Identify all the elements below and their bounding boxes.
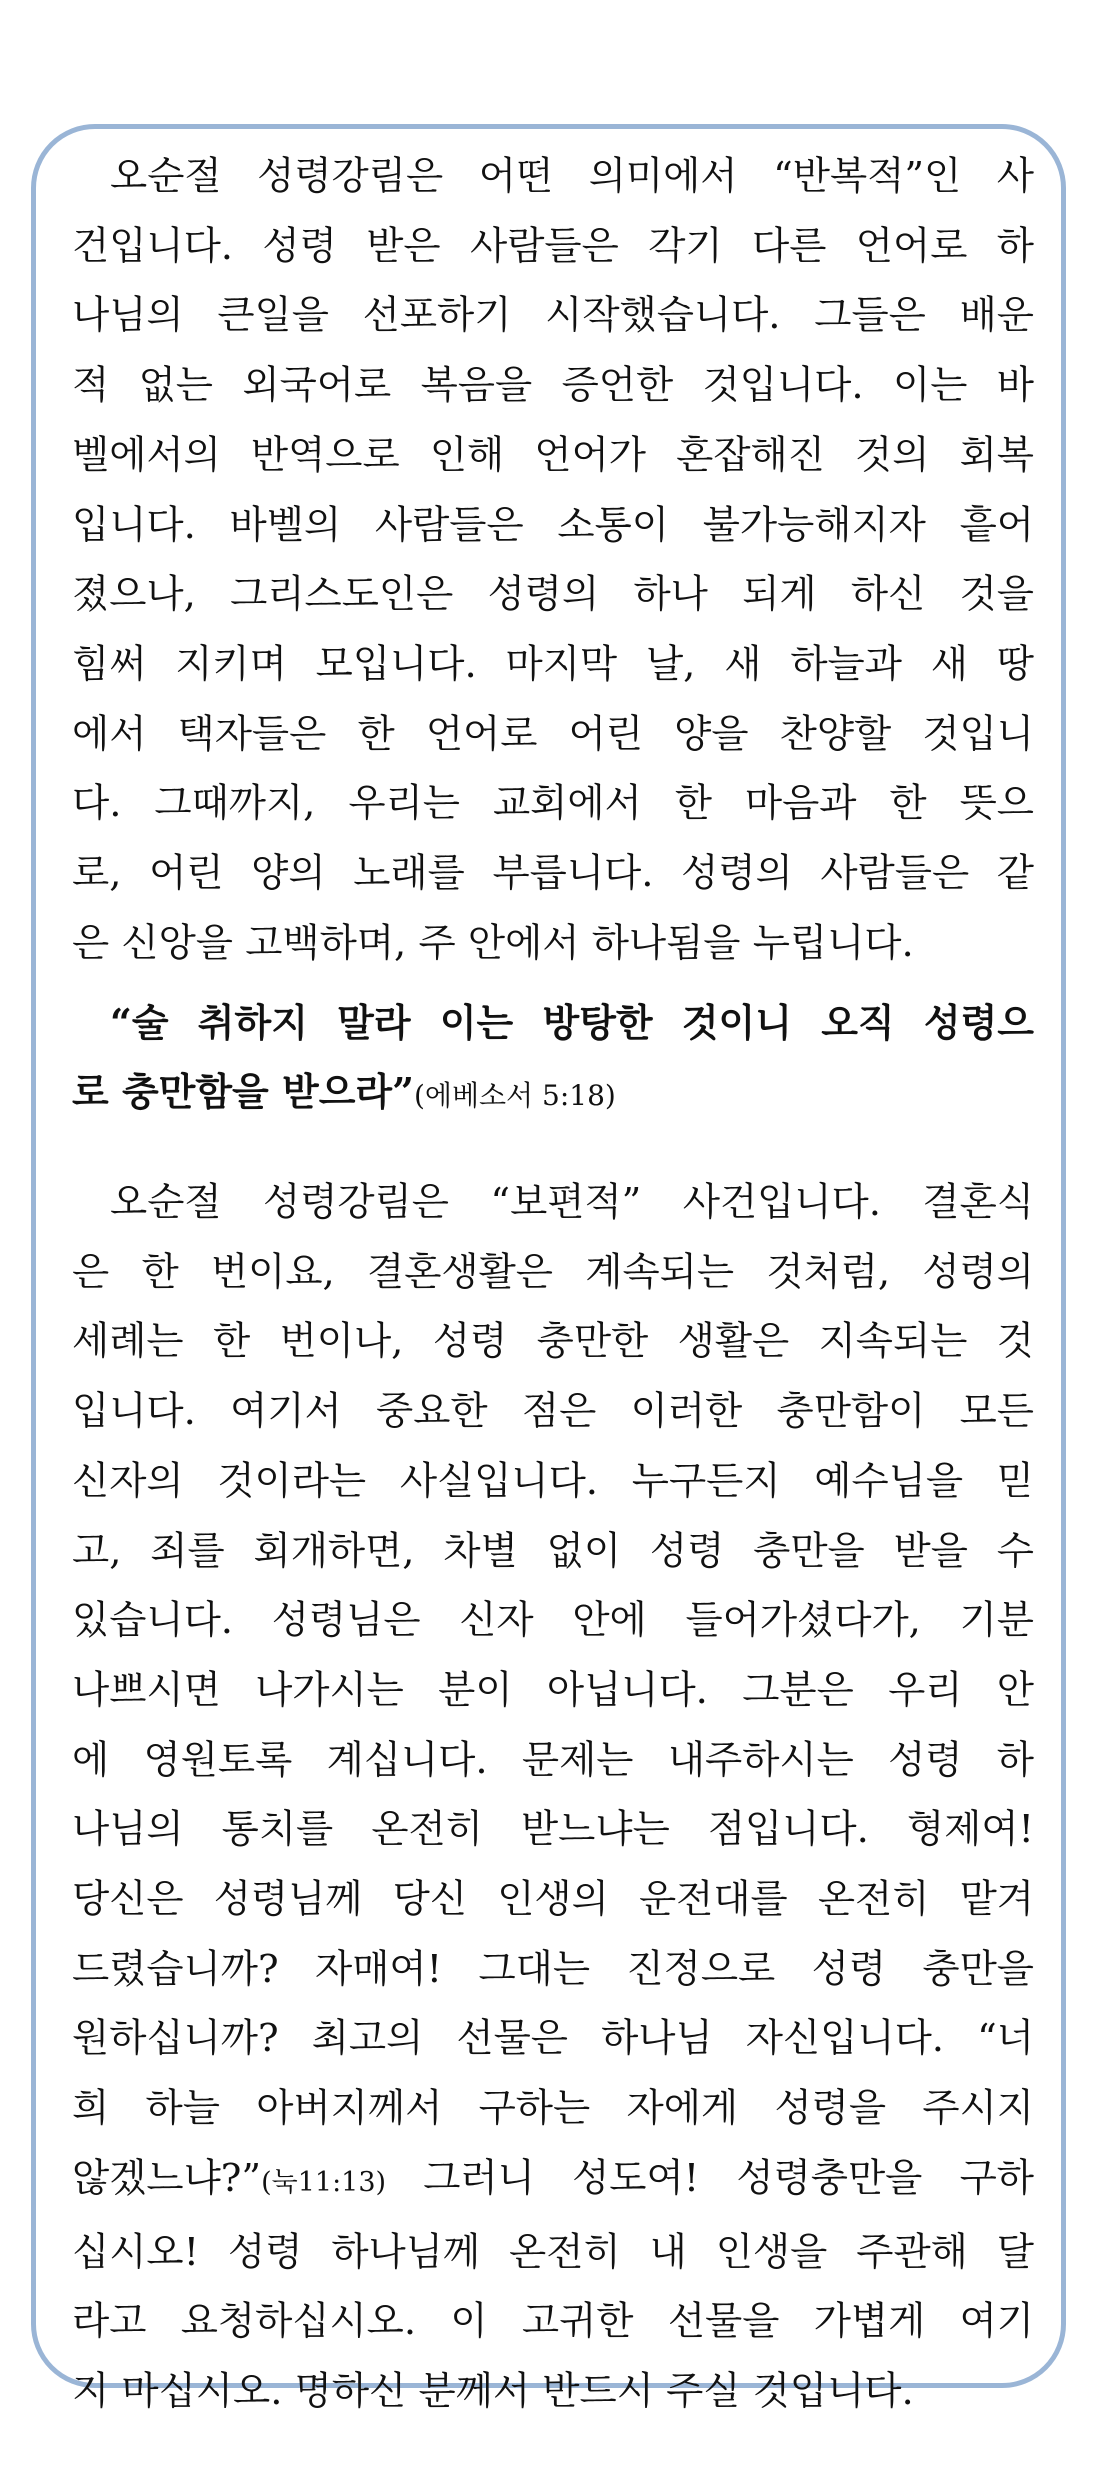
text-line: 에서 택자들은 한 언어로 어린 양을 찬양할 것입니 <box>72 711 1034 757</box>
quote-reference: (에베소서 5:18) <box>413 1079 616 1112</box>
paragraph-pentecost-universal <box>72 1168 1034 2427</box>
text-line: 라고 요청하십시오. 이 고귀한 선물을 가볍게 여기 <box>72 2299 1034 2345</box>
scripture-quote <box>72 988 1034 1130</box>
text-line: 오순절 성령강림은 어떤 의미에서 “반복적”인 사 <box>110 154 1034 199</box>
text-line-with-reference <box>72 2144 1034 2218</box>
text-line: 오순절 성령강림은 “보편적” 사건입니다. 결혼식 <box>110 1180 1034 1225</box>
text-line: 희 하늘 아버지께서 구하는 자에게 성령을 주시지 <box>72 2086 1034 2132</box>
text-line: 세례는 한 번이나, 성령 충만한 생활은 지속되는 것 <box>72 1319 1034 1365</box>
text-line: 은 한 번이요, 결혼생활은 계속되는 것처럼, 성령의 <box>72 1249 1034 1295</box>
paragraph-pentecost-repetitive <box>72 142 1034 978</box>
text-line: 나님의 큰일을 선포하기 시작했습니다. 그들은 배운 <box>72 293 1034 339</box>
text-line: 입니다. 여기서 중요한 점은 이러한 충만함이 모든 <box>72 1389 1034 1435</box>
text-line: 고, 죄를 회개하면, 차별 없이 성령 충만을 받을 수 <box>72 1528 1034 1574</box>
text-line: 로, 어린 양의 노래를 부릅니다. 성령의 사람들은 같 <box>72 851 1034 897</box>
text-segment: 않겠느냐?” <box>72 2155 262 2201</box>
text-line: 신자의 것이라는 사실입니다. 누구든지 예수님을 믿 <box>72 1458 1034 1504</box>
text-line: 다. 그때까지, 우리는 교회에서 한 마음과 한 뜻으 <box>72 781 1034 827</box>
text-line: 적 없는 외국어로 복음을 증언한 것입니다. 이는 바 <box>72 363 1034 409</box>
text-line: 건입니다. 성령 받은 사람들은 각기 다른 언어로 하 <box>72 223 1034 269</box>
text-segment: 그러니 성도여! 성령충만을 구하 <box>386 2155 1034 2201</box>
quote-line <box>72 1057 1034 1130</box>
text-line: 십시오! 성령 하나님께 온전히 내 인생을 주관해 달 <box>72 2229 1034 2275</box>
quote-text: 로 충만함을 받으라” <box>72 1069 414 1114</box>
text-line: 은 신앙을 고백하며, 주 안에서 하나됨을 누립니다. <box>72 920 914 966</box>
text-line: 나쁘시면 나가시는 분이 아닙니다. 그분은 우리 안 <box>72 1667 1034 1713</box>
text-line: 힘써 지키며 모입니다. 마지막 날, 새 하늘과 새 땅 <box>72 641 1034 687</box>
bible-reference: (눅11:13) <box>261 2166 387 2198</box>
text-line: 지 마십시오. 명하신 분께서 반드시 주실 것입니다. <box>72 2368 914 2414</box>
text-line: 원하십니까? 최고의 선물은 하나님 자신입니다. “너 <box>72 2016 1034 2062</box>
text-line: 입니다. 바벨의 사람들은 소통이 불가능해지자 흩어 <box>72 502 1034 548</box>
text-line: 당신은 성령님께 당신 인생의 운전대를 온전히 맡겨 <box>72 1877 1034 1923</box>
text-line: 드렸습니까? 자매여! 그대는 진정으로 성령 충만을 <box>72 1946 1034 1992</box>
text-line: 에 영원토록 계십니다. 문제는 내주하시는 성령 하 <box>72 1737 1034 1783</box>
text-line: 졌으나, 그리스도인은 성령의 하나 되게 하신 것을 <box>72 572 1034 618</box>
text-line: 있습니다. 성령님은 신자 안에 들어가셨다가, 기분 <box>72 1598 1034 1644</box>
text-line: 벨에서의 반역으로 인해 언어가 혼잡해진 것의 회복 <box>72 432 1034 478</box>
text-line: 나님의 통치를 온전히 받느냐는 점입니다. 형제여! <box>72 1807 1034 1853</box>
quote-line: “술 취하지 말라 이는 방탕한 것이니 오직 성령으 <box>110 1000 1034 1045</box>
